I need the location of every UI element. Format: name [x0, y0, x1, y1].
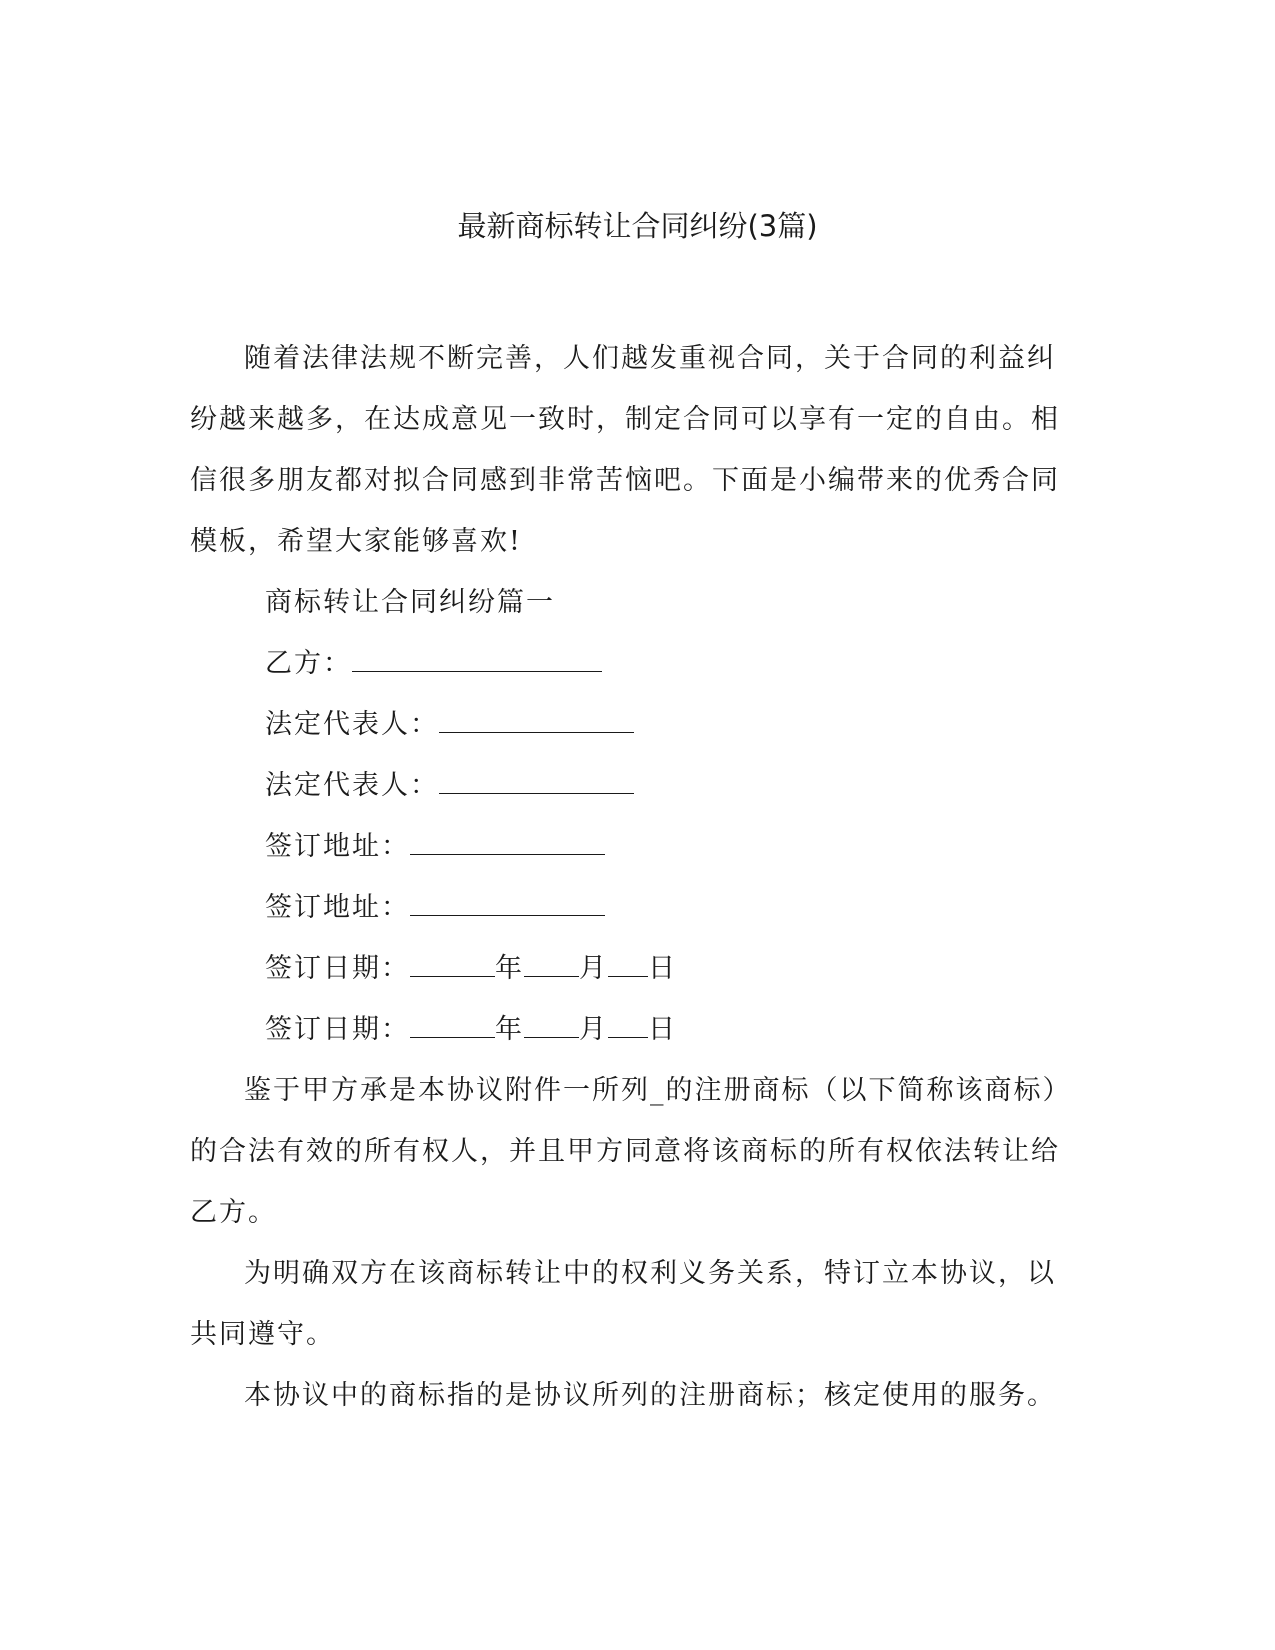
- legal-rep-blank-2: [439, 767, 634, 794]
- month-blank-2: [524, 1011, 579, 1038]
- sign-date-line-1: [190, 938, 1080, 999]
- year-label-1: 年: [495, 953, 524, 984]
- year-blank-2: [410, 1011, 495, 1038]
- year-blank-1: [410, 950, 495, 977]
- sign-address-line-2: [190, 877, 1080, 938]
- legal-rep-line-2: [190, 755, 1080, 816]
- sign-address-label-1: 签订地址：: [265, 831, 410, 862]
- month-label-1: 月: [579, 953, 608, 984]
- section-heading: 商标转让合同纠纷篇一: [265, 587, 555, 618]
- day-label-2: 日: [648, 1014, 677, 1045]
- purpose-paragraph: 为明确双方在该商标转让中的权利义务关系，特订立本协议，以共同遵守。: [190, 1258, 1056, 1350]
- recital-paragraph: 鉴于甲方承是本协议附件一所列_的注册商标（以下简称该商标）的合法有效的所有权人，并且甲方同意将该商标的所有权依法转让给乙方。: [190, 1075, 1072, 1228]
- legal-rep-label-2: 法定代表人：: [265, 770, 439, 801]
- party-b-line: [190, 633, 1080, 694]
- definition-paragraph: 本协议中的商标指的是协议所列的注册商标；核定使用的服务。: [244, 1380, 1056, 1411]
- day-blank-1: [608, 950, 648, 977]
- legal-rep-line-1: [190, 694, 1080, 755]
- party-b-label: 乙方：: [265, 648, 352, 679]
- sign-date-label-1: 签订日期：: [265, 953, 410, 984]
- party-b-blank: [352, 645, 602, 672]
- sign-address-blank-2: [410, 889, 605, 916]
- sign-date-label-2: 签订日期：: [265, 1014, 410, 1045]
- legal-rep-blank-1: [439, 706, 634, 733]
- year-label-2: 年: [495, 1014, 524, 1045]
- sign-address-line-1: [190, 816, 1080, 877]
- day-label-1: 日: [648, 953, 677, 984]
- month-label-2: 月: [579, 1014, 608, 1045]
- day-blank-2: [608, 1011, 648, 1038]
- document-title: 最新商标转让合同纠纷(3篇): [457, 209, 818, 243]
- document-body: [190, 328, 1080, 1426]
- sign-address-blank-1: [410, 828, 605, 855]
- month-blank-1: [524, 950, 579, 977]
- intro-paragraph: 随着法律法规不断完善，人们越发重视合同，关于合同的利益纠纷越来越多，在达成意见一致时，制定合同可以享有一定的自由。相信很多朋友都对拟合同感到非常苦恼吧。下面是小编带来的优秀合同模板，希望大家能够喜欢!: [190, 343, 1060, 557]
- sign-date-line-2: [190, 999, 1080, 1060]
- sign-address-label-2: 签订地址：: [265, 892, 410, 923]
- legal-rep-label-1: 法定代表人：: [265, 709, 439, 740]
